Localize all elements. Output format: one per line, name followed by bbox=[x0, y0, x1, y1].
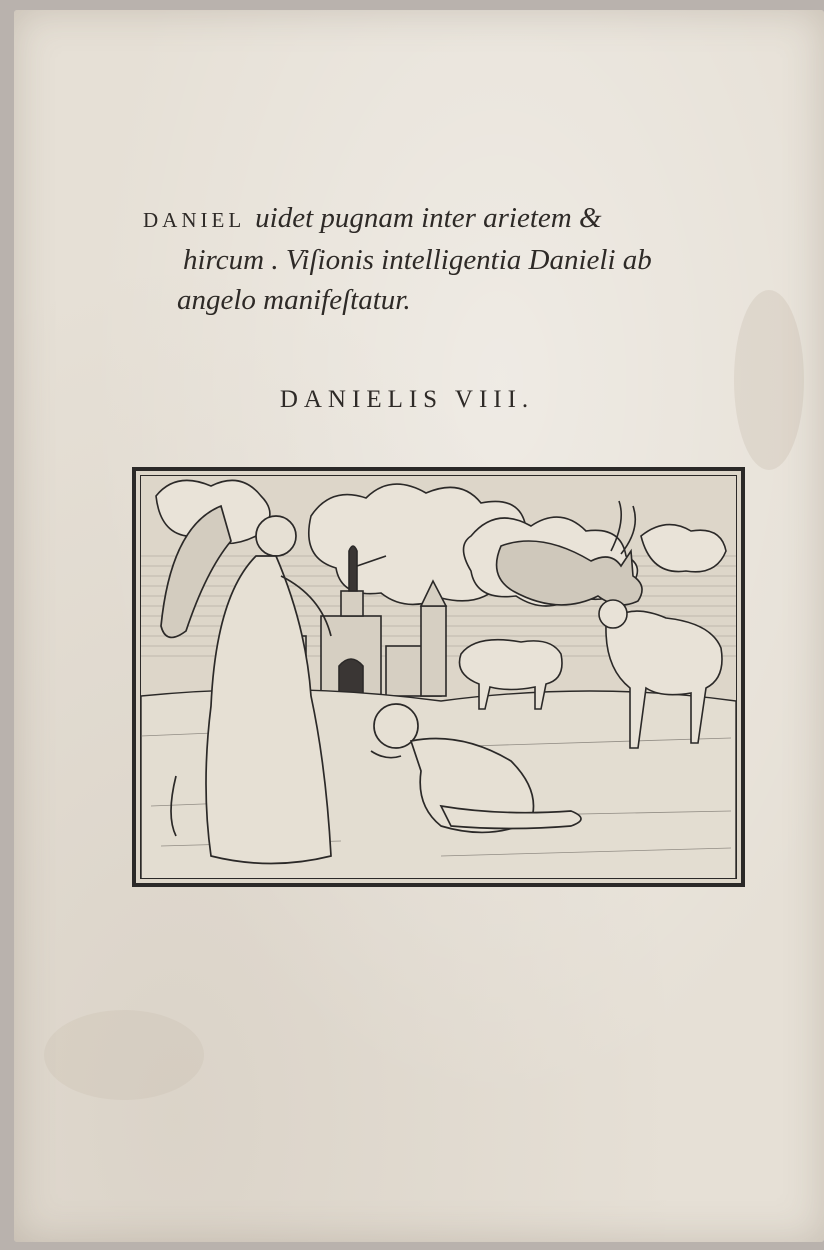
summary-line-3: angelo manifeſtatur. bbox=[177, 284, 411, 316]
chapter-summary bbox=[143, 198, 755, 320]
paper-stain bbox=[44, 1010, 204, 1100]
summary-line-1 bbox=[143, 198, 755, 240]
summary-name: DANIEL bbox=[143, 208, 246, 232]
summary-line-1-text: uidet pugnam inter arietem & bbox=[255, 202, 602, 234]
summary-line-2: hircum . Viſionis intelligentia Danieli ab bbox=[183, 244, 652, 276]
woodcut-illustration bbox=[132, 467, 745, 887]
chapter-title: DANIELIS VIII. bbox=[279, 386, 535, 413]
woodcut-frame bbox=[140, 475, 737, 879]
woodcut-illustration-icon bbox=[141, 476, 736, 878]
